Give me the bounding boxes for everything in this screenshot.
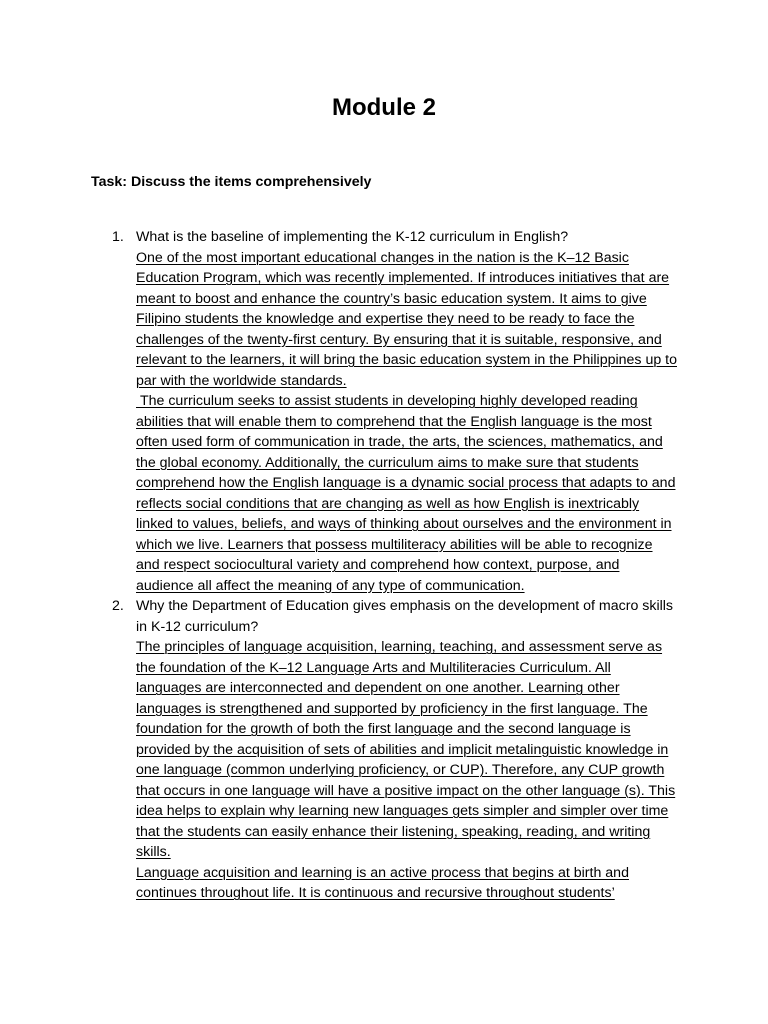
list-item	[0, 227, 768, 596]
answer-block	[136, 248, 680, 597]
answer-paragraph: The curriculum seeks to assist students in developing highly developed reading abilities that will enable them to comprehend that the English language is the most often used form of communication in trade, the arts, the sciences, mathematics, and the global economy. Additionally, the curriculum aims to make sure that students comprehend how the English language is a dynamic social process that adapts to and reflects social conditions that are changing as well as how English is inextricably linked to values, beliefs, and ways of thinking about ourselves and the environment in which we live. Learners that possess multiliteracy abilities will be able to recognize and respect sociocultural variety and comprehend how context, purpose, and audience all affect the meaning of any type of communication.	[136, 393, 676, 594]
question-list	[0, 227, 768, 904]
task-heading: Task: Discuss the items comprehensively	[91, 174, 372, 190]
answer-block	[136, 637, 680, 904]
item-body	[136, 596, 680, 904]
question-text: What is the baseline of implementing the K-12 curriculum in English?	[136, 229, 569, 245]
answer-paragraph: The principles of language acquisition, learning, teaching, and assessment serve as the foundation of the K–12 Language Arts and Multiliteracies Curriculum. All languages are interconnected and dependent on one another. Learning other languages is strengthened and supported by proficiency in the first language. The foundation for the growth of both the first language and the second language is provided by the acquisition of sets of abilities and implicit metalinguistic knowledge in one language (common underlying proficiency, or CUP). Therefore, any CUP growth that occurs in one language will have a positive impact on the other language (s). This idea helps to explain why learning new languages gets simpler and simpler over time that the students can easily enhance their listening, speaking, reading, and writing skills.	[136, 639, 676, 860]
page-title: Module 2	[331, 94, 436, 121]
answer-paragraph: Language acquisition and learning is an active process that begins at birth and continues throughout life. It is continuous and recursive throughout students’	[136, 864, 629, 901]
answer-paragraph: One of the most important educational changes in the nation is the K–12 Basic Education Program, which was recently implemented. If introduces initiatives that are meant to boost and enhance the country’s basic education system. It aims to give Filipino students the knowledge and expertise they need to be ready to face the challenges of the twenty-first century. By ensuring that it is suitable, responsive, and relevant to the learners, it will bring the basic education system in the Philippines up to par with the worldwide standards.	[136, 249, 677, 389]
item-number: 1.	[112, 229, 124, 245]
item-body	[136, 227, 680, 596]
list-item	[0, 596, 768, 904]
item-number: 2.	[112, 598, 124, 614]
question-text: Why the Department of Education gives emphasis on the development of macro skills in K-12 curriculum?	[136, 598, 674, 635]
